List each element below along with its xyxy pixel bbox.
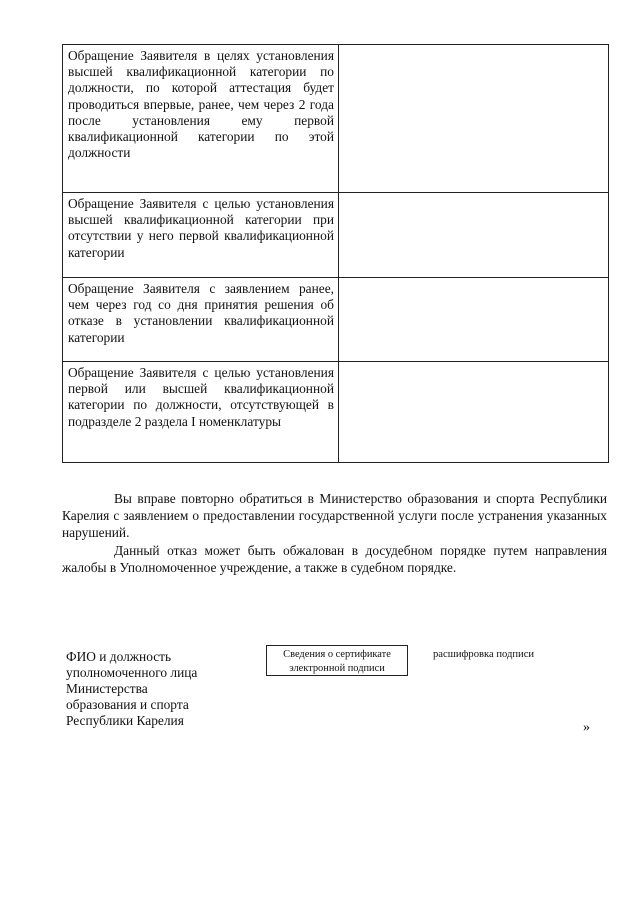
table-row — [63, 45, 609, 193]
signer-position — [66, 649, 256, 729]
refusal-reasons-table — [62, 44, 609, 463]
table-row — [63, 193, 609, 278]
note-cell — [339, 362, 609, 463]
signer-line: ФИО и должность — [66, 649, 172, 664]
cert-line: Сведения о сертификате — [283, 649, 391, 660]
table-row — [63, 278, 609, 362]
reason-cell: Обращение Заявителя с заявлением ранее, чем через год со дня принятия решения об отказе в установлении квалификационной категории — [63, 278, 339, 362]
signer-line: Министерства — [66, 681, 148, 696]
note-cell — [339, 45, 609, 193]
signature-decode-label: расшифровка подписи — [433, 649, 535, 660]
note-cell — [339, 193, 609, 278]
body-text — [62, 490, 607, 576]
cert-line: электронной подписи — [289, 663, 385, 674]
closing-quote-mark: » — [583, 720, 590, 735]
signer-line: уполномоченного лица — [66, 665, 198, 680]
note-cell — [339, 278, 609, 362]
signer-line: Республики Карелия — [66, 713, 184, 728]
reason-cell: Обращение Заявителя в целях установления высшей квалификационной категории по должности, по которой аттестация будет проводиться впервые, ранее, чем через 2 года после установления ему первой квалификационной категории по этой должности — [63, 45, 339, 193]
reapply-paragraph: Вы вправе повторно обратиться в Министерство образования и спорта Республики Карелия с заявлением о предоставлении государственной услуги после устранения указанных нарушений. — [62, 491, 607, 541]
reason-cell: Обращение Заявителя с целью установления высшей квалификационной категории при отсутствии у него первой квалификационной категории — [63, 193, 339, 278]
signature-certificate-box — [266, 645, 408, 676]
appeal-paragraph: Данный отказ может быть обжалован в досудебном порядке путем направления жалобы в Уполномоченное учреждение, а также в судебном порядке. — [62, 542, 607, 575]
signer-line: образования и спорта — [66, 697, 189, 712]
reason-cell: Обращение Заявителя с целью установления первой или высшей квалификационной категории по должности, отсутствующей в подразделе 2 раздела I номенклатуры — [63, 362, 339, 463]
table-row — [63, 362, 609, 463]
